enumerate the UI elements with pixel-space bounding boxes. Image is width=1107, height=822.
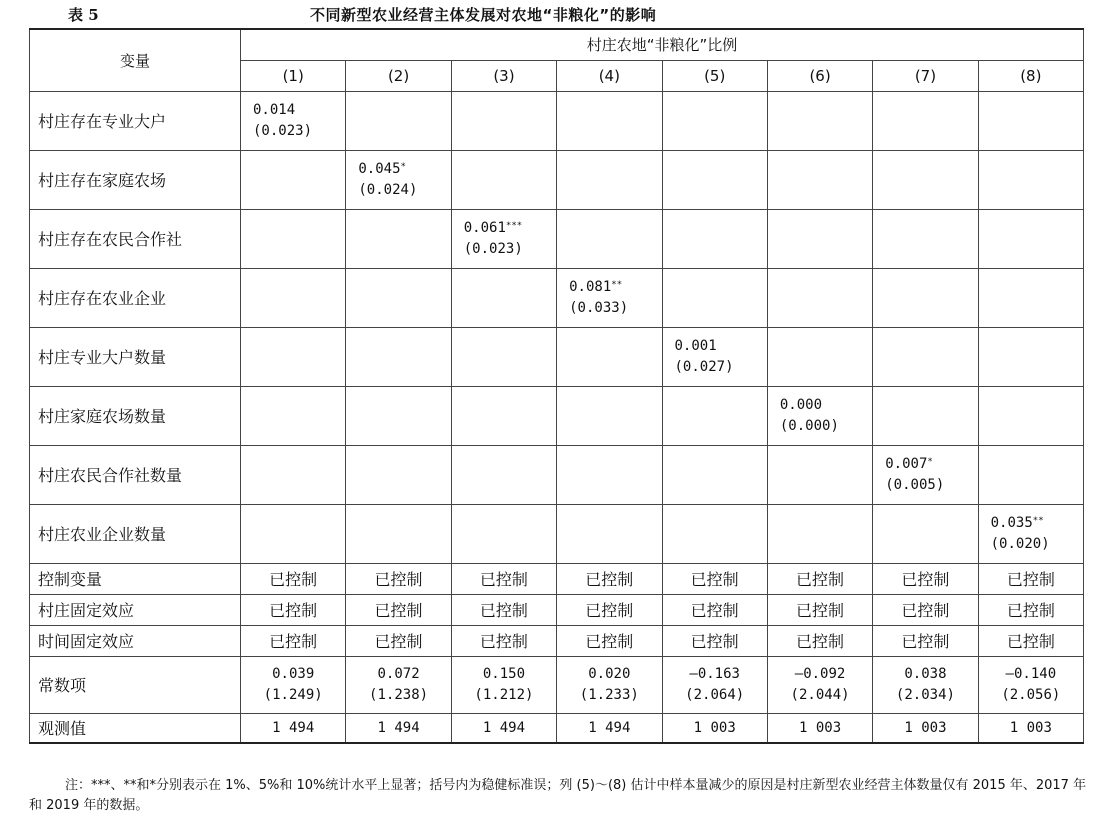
constant-cell bbox=[451, 656, 556, 713]
standard-error: (0.005) bbox=[885, 476, 945, 493]
row-label: 常数项 bbox=[30, 656, 241, 713]
control-cell: 已控制 bbox=[978, 594, 1083, 625]
table-cell bbox=[451, 504, 556, 563]
coef-row bbox=[30, 268, 1084, 327]
standard-error: (1.238) bbox=[369, 686, 429, 703]
control-cell: 已控制 bbox=[451, 594, 556, 625]
coef-line bbox=[780, 395, 872, 416]
standard-error: (0.023) bbox=[253, 122, 313, 139]
control-row bbox=[30, 594, 1084, 625]
column-header: (2) bbox=[346, 60, 451, 91]
table-cell bbox=[873, 268, 978, 327]
table-cell bbox=[978, 327, 1083, 386]
standard-error: (0.024) bbox=[358, 181, 418, 198]
coef-line bbox=[253, 100, 345, 121]
standard-error: (1.249) bbox=[263, 686, 323, 703]
control-cell: 已控制 bbox=[662, 625, 767, 656]
row-label: 控制变量 bbox=[30, 563, 241, 594]
table-cell bbox=[767, 504, 872, 563]
row-label: 村庄存在专业大户 bbox=[30, 91, 241, 150]
coef-line bbox=[675, 336, 767, 357]
table-cell bbox=[767, 91, 872, 150]
row-label: 村庄专业大户数量 bbox=[30, 327, 241, 386]
table-cell bbox=[557, 268, 662, 327]
significance-stars: * bbox=[400, 161, 406, 172]
coef-line bbox=[569, 277, 661, 298]
constant-cell bbox=[557, 656, 662, 713]
table-cell bbox=[241, 504, 346, 563]
table-cell bbox=[557, 386, 662, 445]
table-cell bbox=[557, 150, 662, 209]
coef-line bbox=[991, 513, 1083, 534]
table-cell bbox=[767, 150, 872, 209]
coefficient: 0.072 bbox=[377, 665, 420, 682]
table-cell bbox=[241, 268, 346, 327]
column-header: (4) bbox=[557, 60, 662, 91]
row-label: 村庄家庭农场数量 bbox=[30, 386, 241, 445]
control-cell: 已控制 bbox=[451, 563, 556, 594]
table-cell bbox=[346, 504, 451, 563]
table-cell bbox=[767, 268, 872, 327]
coefficient: 0.007 bbox=[885, 455, 928, 472]
coef-line bbox=[358, 159, 450, 180]
coefficient: —0.140 bbox=[1005, 665, 1057, 682]
standard-error: (2.064) bbox=[685, 686, 745, 703]
table-cell bbox=[662, 150, 767, 209]
observations-cell: 1 003 bbox=[767, 713, 872, 743]
coefficient: 0.045 bbox=[358, 160, 401, 177]
standard-error: (0.033) bbox=[569, 299, 629, 316]
coef-row bbox=[30, 327, 1084, 386]
control-cell: 已控制 bbox=[557, 625, 662, 656]
var-header: 变量 bbox=[30, 29, 241, 91]
row-label: 村庄固定效应 bbox=[30, 594, 241, 625]
row-label: 村庄存在农民合作社 bbox=[30, 209, 241, 268]
table-cell bbox=[662, 386, 767, 445]
control-cell: 已控制 bbox=[241, 625, 346, 656]
table-cell bbox=[978, 268, 1083, 327]
table-cell bbox=[873, 150, 978, 209]
table-cell bbox=[978, 209, 1083, 268]
table-cell bbox=[662, 209, 767, 268]
observations-cell: 1 003 bbox=[662, 713, 767, 743]
observations-cell: 1 494 bbox=[557, 713, 662, 743]
control-cell: 已控制 bbox=[662, 563, 767, 594]
table-cell bbox=[557, 209, 662, 268]
observations-row bbox=[30, 713, 1084, 743]
column-header: (7) bbox=[873, 60, 978, 91]
column-header: (1) bbox=[241, 60, 346, 91]
column-header: (6) bbox=[767, 60, 872, 91]
table-note: 注：***、**和*分别表示在 1%、5%和 10%统计水平上显著；括号内为稳健标准误；列 (5)～(8) 估计中样本量减少的原因是村庄新型农业经营主体数量仅有 2015 年、2017 年和 2019 年的数据。 bbox=[29, 778, 1087, 813]
table-cell bbox=[978, 445, 1083, 504]
table-cell bbox=[662, 91, 767, 150]
coefficient: 0.035 bbox=[990, 514, 1033, 531]
standard-error: (2.044) bbox=[790, 686, 850, 703]
table-cell bbox=[346, 445, 451, 504]
coef-line bbox=[885, 454, 977, 475]
coefficient: —0.092 bbox=[794, 665, 846, 682]
row-label: 村庄农业企业数量 bbox=[30, 504, 241, 563]
control-cell: 已控制 bbox=[241, 594, 346, 625]
column-header: (8) bbox=[978, 60, 1083, 91]
column-header: (3) bbox=[451, 60, 556, 91]
row-label: 村庄存在家庭农场 bbox=[30, 150, 241, 209]
control-cell: 已控制 bbox=[346, 594, 451, 625]
control-cell: 已控制 bbox=[662, 594, 767, 625]
coefficient: 0.001 bbox=[674, 337, 717, 354]
standard-error: (2.056) bbox=[1001, 686, 1061, 703]
observations-cell: 1 494 bbox=[346, 713, 451, 743]
row-label: 时间固定效应 bbox=[30, 625, 241, 656]
coefficient: 0.020 bbox=[588, 665, 631, 682]
table-cell bbox=[451, 268, 556, 327]
table-cell bbox=[451, 327, 556, 386]
table-cell bbox=[978, 150, 1083, 209]
coefficient: 0.038 bbox=[904, 665, 947, 682]
table-cell bbox=[978, 91, 1083, 150]
table-cell bbox=[451, 91, 556, 150]
coef-row bbox=[30, 150, 1084, 209]
table-cell bbox=[557, 504, 662, 563]
control-cell: 已控制 bbox=[978, 625, 1083, 656]
table-cell bbox=[767, 327, 872, 386]
row-label: 村庄存在农业企业 bbox=[30, 268, 241, 327]
control-cell: 已控制 bbox=[873, 563, 978, 594]
table-cell bbox=[978, 386, 1083, 445]
constant-cell bbox=[978, 656, 1083, 713]
constant-cell bbox=[662, 656, 767, 713]
table-cell bbox=[451, 386, 556, 445]
coef-row bbox=[30, 386, 1084, 445]
table-cell bbox=[557, 91, 662, 150]
standard-error: (0.027) bbox=[674, 358, 734, 375]
regression-table bbox=[29, 28, 1084, 744]
coefficient: 0.000 bbox=[779, 396, 823, 413]
control-cell: 已控制 bbox=[873, 625, 978, 656]
constant-cell bbox=[241, 656, 346, 713]
table-cell bbox=[241, 386, 346, 445]
control-cell: 已控制 bbox=[557, 563, 662, 594]
observations-cell: 1 003 bbox=[873, 713, 978, 743]
table-cell bbox=[451, 150, 556, 209]
column-header: (5) bbox=[662, 60, 767, 91]
coefficient: —0.163 bbox=[689, 665, 740, 682]
table-cell bbox=[451, 445, 556, 504]
table-cell bbox=[978, 504, 1083, 563]
significance-stars: * bbox=[927, 456, 933, 467]
table-cell bbox=[241, 150, 346, 209]
table-cell bbox=[241, 91, 346, 150]
control-row bbox=[30, 625, 1084, 656]
table-cell bbox=[557, 327, 662, 386]
table-cell bbox=[346, 91, 451, 150]
coef-row bbox=[30, 209, 1084, 268]
control-cell: 已控制 bbox=[978, 563, 1083, 594]
table-cell bbox=[662, 504, 767, 563]
control-cell: 已控制 bbox=[767, 594, 872, 625]
standard-error: (2.034) bbox=[895, 686, 955, 703]
table-cell bbox=[662, 327, 767, 386]
table-cell bbox=[873, 445, 978, 504]
table-cell bbox=[346, 209, 451, 268]
table-cell bbox=[346, 327, 451, 386]
row-label: 村庄农民合作社数量 bbox=[30, 445, 241, 504]
table-cell bbox=[767, 445, 872, 504]
table-cell bbox=[873, 209, 978, 268]
table-cell bbox=[767, 209, 872, 268]
coefficient: 0.039 bbox=[272, 665, 315, 682]
table-number: 表 5 bbox=[68, 6, 99, 24]
coefficient: 0.061 bbox=[463, 219, 506, 236]
table-cell bbox=[346, 386, 451, 445]
constant-cell bbox=[767, 656, 872, 713]
table-cell bbox=[873, 504, 978, 563]
standard-error: (0.023) bbox=[463, 240, 523, 257]
table-cell bbox=[873, 91, 978, 150]
table-cell bbox=[346, 150, 451, 209]
control-cell: 已控制 bbox=[873, 594, 978, 625]
standard-error: (1.233) bbox=[579, 686, 639, 703]
control-cell: 已控制 bbox=[346, 625, 451, 656]
table-cell bbox=[241, 445, 346, 504]
coef-line bbox=[464, 218, 556, 239]
table-cell bbox=[346, 268, 451, 327]
control-cell: 已控制 bbox=[346, 563, 451, 594]
control-cell: 已控制 bbox=[767, 625, 872, 656]
observations-cell: 1 003 bbox=[978, 713, 1083, 743]
control-cell: 已控制 bbox=[241, 563, 346, 594]
coef-row bbox=[30, 91, 1084, 150]
constant-row bbox=[30, 656, 1084, 713]
table-title: 不同新型农业经营主体发展对农地“非粮化”的影响 bbox=[310, 6, 657, 24]
table-cell bbox=[662, 268, 767, 327]
coefficient: 0.150 bbox=[482, 665, 526, 682]
table-cell bbox=[241, 327, 346, 386]
control-cell: 已控制 bbox=[767, 563, 872, 594]
significance-stars: ** bbox=[611, 279, 623, 290]
table-cell bbox=[451, 209, 556, 268]
table-cell bbox=[662, 445, 767, 504]
standard-error: (0.000) bbox=[779, 417, 839, 434]
constant-cell bbox=[873, 656, 978, 713]
control-cell: 已控制 bbox=[557, 594, 662, 625]
constant-cell bbox=[346, 656, 451, 713]
coefficient: 0.014 bbox=[253, 101, 296, 118]
observations-cell: 1 494 bbox=[451, 713, 556, 743]
table-cell bbox=[873, 386, 978, 445]
standard-error: (0.020) bbox=[990, 535, 1050, 552]
table-body bbox=[30, 91, 1084, 743]
table-cell bbox=[767, 386, 872, 445]
coef-row bbox=[30, 445, 1084, 504]
coefficient: 0.081 bbox=[569, 278, 612, 295]
control-row bbox=[30, 563, 1084, 594]
coef-row bbox=[30, 504, 1084, 563]
significance-stars: *** bbox=[505, 220, 523, 231]
table-cell bbox=[873, 327, 978, 386]
standard-error: (1.212) bbox=[474, 686, 534, 703]
observations-cell: 1 494 bbox=[241, 713, 346, 743]
control-cell: 已控制 bbox=[451, 625, 556, 656]
table-cell bbox=[241, 209, 346, 268]
table-cell bbox=[557, 445, 662, 504]
row-label: 观测值 bbox=[30, 713, 241, 743]
significance-stars: ** bbox=[1032, 515, 1044, 526]
dep-var-header: 村庄农地“非粮化”比例 bbox=[241, 29, 1084, 60]
